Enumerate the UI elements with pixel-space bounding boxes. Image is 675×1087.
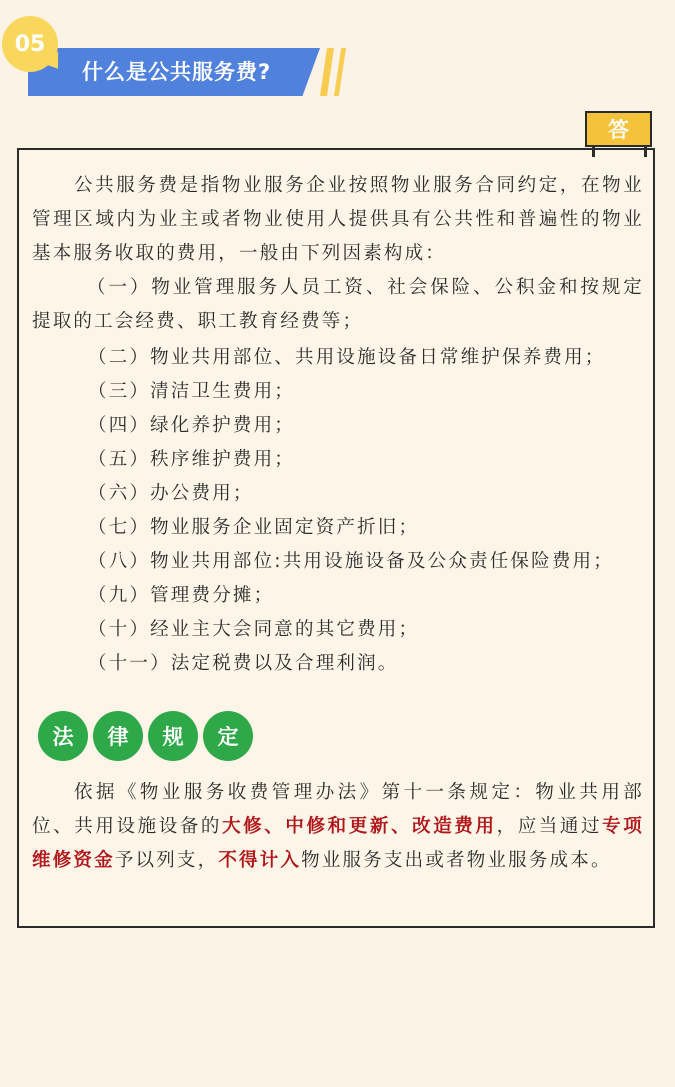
list-item: （七）物业服务企业固定资产折旧； — [88, 517, 420, 538]
law-text: 物业服务支出或者物业服务成本。 — [301, 850, 612, 871]
law-text: 予以列支， — [114, 850, 219, 871]
intro-paragraph: 公共服务费是指物业服务企业按照物业服务合同约定，在物业管理区域内为业主或者物业使用人提供具有公共性和普遍性的物业基本服务收取的费用，一般由下列因素构成： — [32, 175, 644, 264]
section-number-badge: 05 — [2, 16, 58, 72]
section-header — [0, 0, 675, 110]
highlight-text: 专项维修资金 — [32, 816, 644, 871]
list-item: （十）经业主大会同意的其它费用； — [88, 619, 420, 640]
list-item: （八）物业共用部位:共用设施设备及公众责任保险费用； — [88, 551, 614, 572]
answer-tag-leg — [644, 145, 647, 157]
list-item: （一）物业管理服务人员工资、社会保险、公积金和按规定提取的工会经费、职工教育经费等； — [32, 277, 644, 332]
answer-tag-leg — [592, 145, 595, 157]
list-item: （六）办公费用； — [88, 483, 254, 504]
list-item: （九）管理费分摊； — [88, 585, 275, 606]
law-badge — [38, 711, 253, 761]
law-badge-char: 规 — [148, 711, 198, 761]
title-decoration — [320, 48, 334, 96]
title-decoration — [334, 48, 346, 96]
law-badge-char: 律 — [93, 711, 143, 761]
highlight-text: 不得计入 — [218, 850, 302, 871]
list-item: （五）秩序维护费用； — [88, 449, 296, 470]
law-text: ，应当通过 — [496, 816, 603, 837]
law-badge-char: 法 — [38, 711, 88, 761]
list-item: （四）绿化养护费用； — [88, 415, 296, 436]
highlight-text: 大修、中修和更新、改造费用 — [222, 816, 497, 837]
list-item: （三）清洁卫生费用； — [88, 381, 296, 402]
law-paragraph — [32, 776, 644, 878]
list-item: （二）物业共用部位、共用设施设备日常维护保养费用； — [88, 347, 606, 368]
law-text: 依据《物业服务收费管理办法》第十一条规定：物业共用部位、共用设施设备的 — [32, 782, 644, 837]
law-badge-char: 定 — [203, 711, 253, 761]
answer-tag: 答 — [585, 111, 652, 147]
list-item: （十一）法定税费以及合理利润。 — [88, 653, 399, 674]
section-title: 什么是公共服务费? — [82, 60, 272, 84]
